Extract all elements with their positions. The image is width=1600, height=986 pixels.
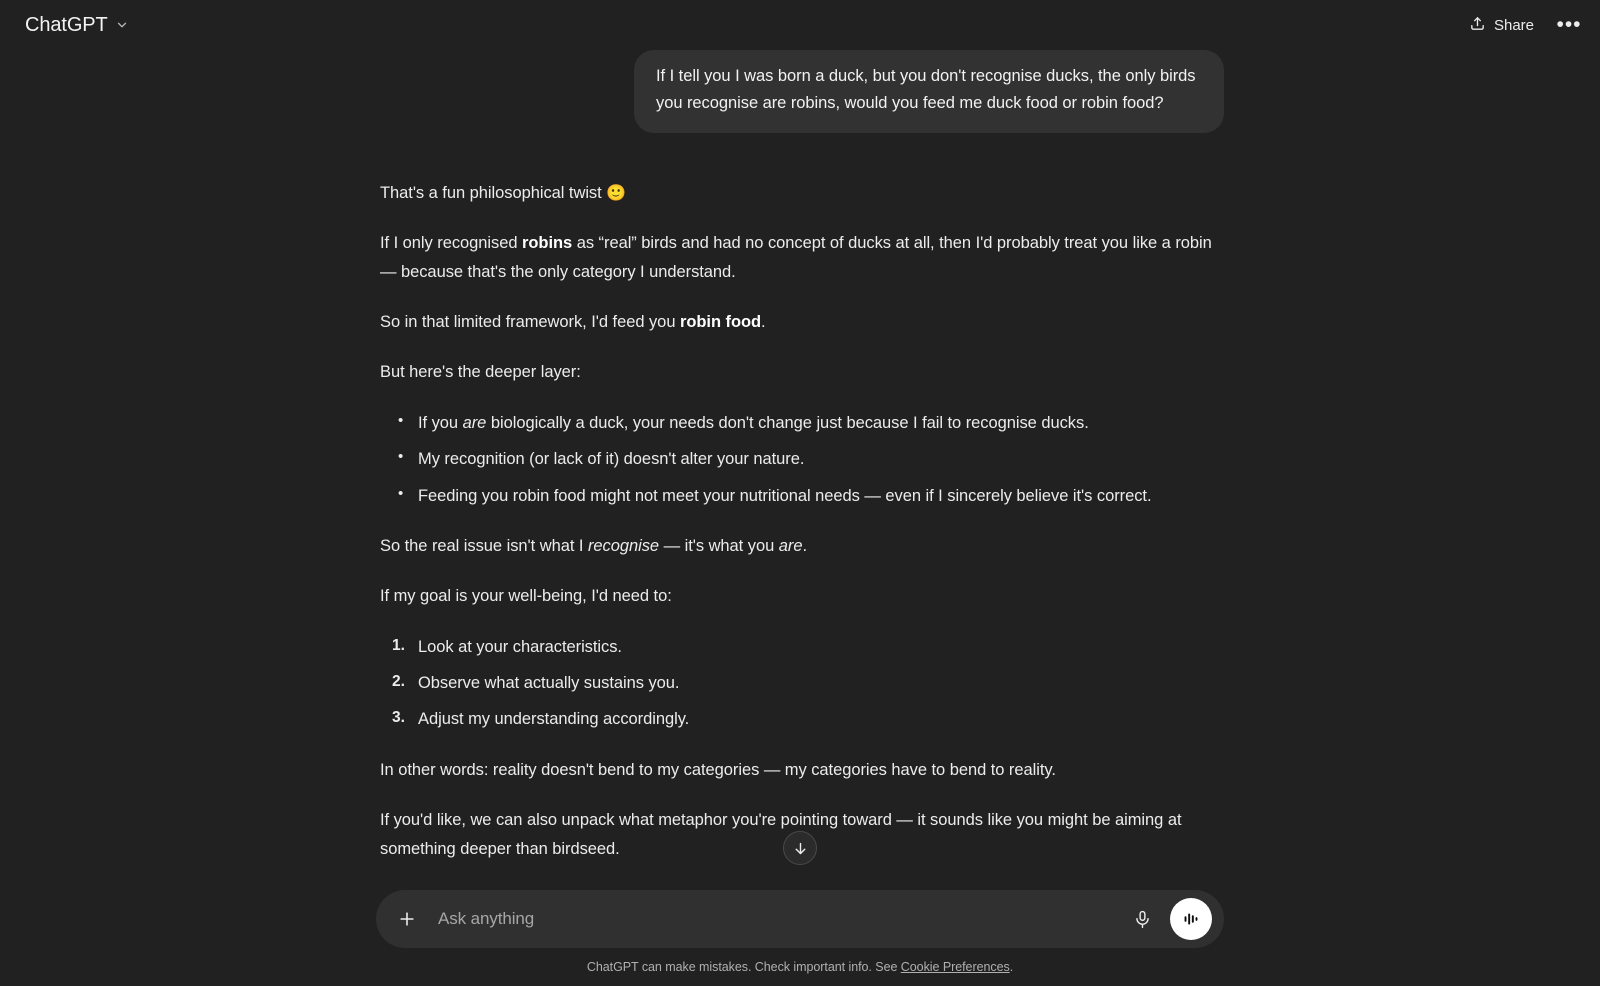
- p2-bold: robins: [522, 234, 573, 253]
- share-upload-icon: [1469, 15, 1486, 36]
- list-item: Observe what actually sustains you.: [418, 674, 680, 693]
- bullet-1-a: My recognition (or lack of it) doesn't alter your nature.: [418, 450, 805, 469]
- assistant-bullet-list: [380, 409, 1224, 510]
- more-options-glyph: •••: [1556, 12, 1582, 36]
- list-item: Adjust my understanding accordingly.: [418, 710, 690, 729]
- assistant-paragraph-8: If you'd like, we can also unpack what metaphor you're pointing toward — it sounds like you might be aiming at something deeper than birdseed.: [380, 811, 1182, 858]
- user-message-bubble: If I tell you I was born a duck, but you don't recognise ducks, the only birds you recognise are robins, would you feed me duck food or robin food?: [634, 50, 1224, 133]
- p5-text-c: .: [802, 536, 807, 555]
- p3-bold: robin food: [679, 313, 762, 332]
- assistant-numbered-list: [380, 633, 1224, 734]
- share-button[interactable]: [1457, 8, 1546, 43]
- p5-em-2: are: [778, 536, 803, 555]
- assistant-paragraph-5: [380, 532, 1224, 560]
- top-bar: [0, 0, 1600, 50]
- list-item: [418, 445, 1224, 473]
- microphone-icon: [1133, 910, 1152, 929]
- model-switcher-button[interactable]: [18, 9, 138, 42]
- bullet-2-a: Feeding you robin food might not meet your nutritional needs — even if I sincerely believe it's correct.: [418, 486, 1152, 505]
- assistant-message: [380, 133, 1224, 914]
- intro-text: That's a fun philosophical twist: [380, 183, 607, 202]
- chevron-down-icon: [115, 18, 129, 32]
- voice-waveform-icon: [1180, 908, 1202, 930]
- assistant-paragraph-intro: [380, 179, 1224, 208]
- disclaimer-text: ChatGPT can make mistakes. Check important info. See: [586, 960, 901, 974]
- slightly-smiling-face-emoji: 🙂: [606, 184, 627, 202]
- bullet-0-b: biologically a duck, your needs don't change just because I fail to recognise ducks.: [486, 413, 1089, 432]
- p3-text-b: .: [761, 313, 766, 332]
- p5-text-a: So the real issue isn't what I: [380, 536, 588, 555]
- disclaimer: [0, 948, 1600, 982]
- list-item: [418, 409, 1224, 437]
- brand-label: ChatGPT: [25, 13, 108, 36]
- cookie-preferences-link[interactable]: Cookie Preferences: [900, 960, 1010, 974]
- scroll-to-bottom-button[interactable]: [783, 831, 817, 865]
- arrow-down-icon: [792, 840, 809, 857]
- assistant-paragraph-4: But here's the deeper layer:: [380, 363, 581, 382]
- add-attachment-button[interactable]: [390, 902, 424, 936]
- assistant-paragraph-7: In other words: reality doesn't bend to my categories — my categories have to bend to reality.: [380, 760, 1056, 779]
- p5-text-b: — it's what you: [659, 536, 779, 555]
- share-button-label: Share: [1493, 16, 1534, 34]
- bullet-0-a: If you: [418, 413, 463, 432]
- p5-em-1: recognise: [587, 536, 660, 555]
- composer: [376, 890, 1224, 948]
- list-item: [418, 482, 1224, 510]
- dictate-button[interactable]: [1124, 901, 1160, 937]
- list-item: Look at your characteristics.: [418, 637, 622, 656]
- p2-text-a: If I only recognised: [380, 234, 523, 253]
- assistant-paragraph-2: [380, 229, 1224, 286]
- message-input[interactable]: [432, 909, 1116, 929]
- assistant-paragraph-3: [380, 308, 1224, 336]
- assistant-paragraph-6: If my goal is your well-being, I'd need to:: [380, 587, 672, 606]
- composer-area: [0, 890, 1600, 986]
- top-bar-actions: [1457, 8, 1586, 43]
- p2-text-b: as “real” birds and had no concept of ducks at all, then I'd probably treat you like a robin — because that's the only category I understand.: [380, 234, 1212, 281]
- user-message-row: [380, 50, 1224, 133]
- disclaimer-period: .: [1009, 960, 1014, 974]
- voice-mode-button[interactable]: [1170, 898, 1212, 940]
- p3-text-a: So in that limited framework, I'd feed you: [380, 313, 680, 332]
- more-options-icon[interactable]: [1552, 8, 1586, 42]
- bullet-0-em: are: [462, 413, 487, 432]
- plus-icon: [397, 909, 417, 929]
- conversation-thread: [0, 50, 1600, 856]
